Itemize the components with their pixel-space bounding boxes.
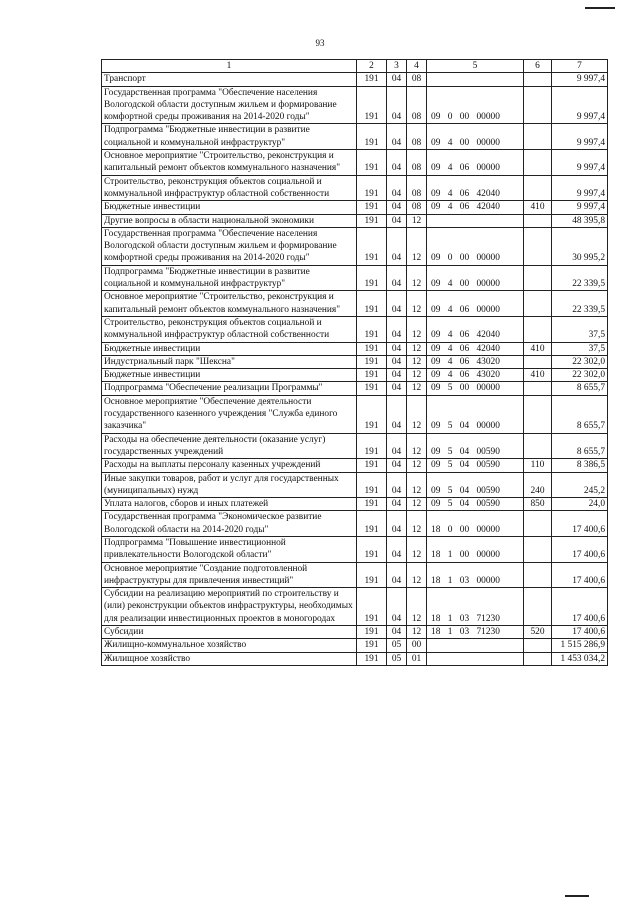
cell-expense-type [524,291,552,317]
table-row [102,562,608,588]
table-row [102,355,608,368]
cell-expense-type [524,511,552,537]
row-name: Подпрограмма "Повышение инвестиционной привлекательности Вологодской области" [102,536,357,562]
cell-admin-code: 191 [357,472,387,498]
cell-target-article: 09 5 00 00000 [427,382,524,395]
row-name: Основное мероприятие "Создание подготовленной инфраструктуры для привлечения инвестиций" [102,562,357,588]
cell-subsection: 12 [407,265,427,291]
table-row [102,498,608,511]
cell-admin-code: 191 [357,498,387,511]
budget-table [101,59,608,666]
row-name: Жилищно-коммунальное хозяйство [102,639,357,652]
row-name: Государственная программа "Обеспечение населения Вологодской области доступным жильем и формирование комфортной среды проживания на 2014-2020 годы" [102,86,357,124]
row-name: Основное мероприятие "Обеспечение деятельности государственного казенного учреждения "Служба единого заказчика" [102,395,357,433]
cell-target-article: 09 4 06 43020 [427,369,524,382]
cell-target-article: 09 4 00 00000 [427,124,524,150]
table-row [102,175,608,201]
cell-target-article: 09 4 06 43020 [427,355,524,368]
cell-section: 04 [387,433,407,459]
cell-section: 04 [387,150,407,176]
cell-target-article [427,652,524,665]
cell-admin-code: 191 [357,227,387,265]
cell-admin-code: 191 [357,73,387,86]
cell-amount: 17 400,6 [552,626,608,639]
cell-amount: 8 655,7 [552,395,608,433]
table-row [102,265,608,291]
cell-section: 04 [387,291,407,317]
cell-subsection: 12 [407,536,427,562]
table-row [102,150,608,176]
cell-expense-type [524,214,552,227]
table-row [102,124,608,150]
cell-target-article: 18 1 03 71230 [427,588,524,626]
cell-admin-code: 191 [357,626,387,639]
table-row [102,369,608,382]
cell-expense-type [524,652,552,665]
cell-amount: 8 655,7 [552,433,608,459]
cell-amount: 22 339,5 [552,291,608,317]
table-row [102,201,608,214]
cell-expense-type: 110 [524,459,552,472]
row-name: Индустриальный парк "Шексна" [102,355,357,368]
cell-admin-code: 191 [357,639,387,652]
cell-section: 04 [387,214,407,227]
column-header: 1 [102,60,357,73]
cell-amount: 8 386,5 [552,459,608,472]
row-name: Бюджетные инвестиции [102,201,357,214]
row-name: Бюджетные инвестиции [102,369,357,382]
cell-admin-code: 191 [357,433,387,459]
cell-admin-code: 191 [357,124,387,150]
cell-admin-code: 191 [357,291,387,317]
cell-admin-code: 191 [357,265,387,291]
table-row [102,227,608,265]
cell-expense-type [524,175,552,201]
cell-expense-type [524,382,552,395]
table-row [102,342,608,355]
cell-admin-code: 191 [357,86,387,124]
cell-amount: 17 400,6 [552,511,608,537]
row-name: Транспорт [102,73,357,86]
cell-subsection: 12 [407,291,427,317]
cell-admin-code: 191 [357,369,387,382]
table-row [102,639,608,652]
row-name: Строительство, реконструкция объектов социальной и коммунальной инфраструктур областной собственности [102,316,357,342]
cell-expense-type [524,265,552,291]
table-row [102,459,608,472]
cell-amount: 9 997,4 [552,86,608,124]
cell-expense-type: 410 [524,342,552,355]
cell-expense-type [524,73,552,86]
cell-amount: 22 339,5 [552,265,608,291]
cell-admin-code: 191 [357,316,387,342]
table-row [102,652,608,665]
cell-subsection: 12 [407,472,427,498]
cell-subsection: 12 [407,626,427,639]
cell-admin-code: 191 [357,355,387,368]
cell-section: 04 [387,562,407,588]
row-name: Подпрограмма "Бюджетные инвестиции в развитие социальной и коммунальной инфраструктур" [102,124,357,150]
cell-amount: 1 515 286,9 [552,639,608,652]
cell-expense-type [524,562,552,588]
cell-expense-type [524,395,552,433]
row-name: Субсидии на реализацию мероприятий по строительству и (или) реконструкции объектов инфраструктуры, необходимых для реализации инвестиционных проектов в моногородах [102,588,357,626]
cell-amount: 24,0 [552,498,608,511]
cell-subsection: 12 [407,459,427,472]
cell-target-article: 09 0 00 00000 [427,227,524,265]
cell-amount: 9 997,4 [552,175,608,201]
cell-subsection: 08 [407,175,427,201]
row-name: Бюджетные инвестиции [102,342,357,355]
budget-table-body [102,60,608,666]
table-row [102,291,608,317]
row-name: Расходы на обеспечение деятельности (оказание услуг) государственных учреждений [102,433,357,459]
cell-section: 05 [387,639,407,652]
cell-target-article [427,639,524,652]
table-row [102,382,608,395]
table-row [102,588,608,626]
cell-amount: 22 302,0 [552,369,608,382]
cell-amount: 17 400,6 [552,536,608,562]
row-name: Основное мероприятие "Строительство, реконструкция и капитальный ремонт объектов коммунального назначения" [102,150,357,176]
cell-admin-code: 191 [357,652,387,665]
cell-admin-code: 191 [357,201,387,214]
cell-expense-type [524,227,552,265]
cell-subsection: 12 [407,355,427,368]
cell-subsection: 12 [407,227,427,265]
cell-amount: 9 997,4 [552,201,608,214]
cell-subsection: 12 [407,395,427,433]
cell-subsection: 12 [407,214,427,227]
cell-target-article: 09 5 04 00590 [427,459,524,472]
table-row [102,316,608,342]
cell-section: 04 [387,459,407,472]
cell-amount: 22 302,0 [552,355,608,368]
table-row [102,73,608,86]
cell-section: 04 [387,536,407,562]
cell-section: 05 [387,652,407,665]
cell-amount: 48 395,8 [552,214,608,227]
scan-mark-bottom [565,895,589,897]
cell-expense-type: 410 [524,369,552,382]
cell-expense-type [524,536,552,562]
cell-subsection: 08 [407,124,427,150]
cell-section: 04 [387,511,407,537]
column-header: 2 [357,60,387,73]
cell-target-article: 18 1 03 00000 [427,562,524,588]
cell-target-article [427,214,524,227]
column-header: 5 [427,60,524,73]
cell-target-article: 09 4 06 42040 [427,342,524,355]
cell-amount: 8 655,7 [552,382,608,395]
cell-admin-code: 191 [357,562,387,588]
cell-subsection: 12 [407,588,427,626]
cell-expense-type [524,433,552,459]
cell-amount: 9 997,4 [552,124,608,150]
cell-admin-code: 191 [357,382,387,395]
cell-subsection: 12 [407,498,427,511]
cell-subsection: 12 [407,562,427,588]
table-header-row [102,60,608,73]
cell-target-article: 09 4 06 42040 [427,175,524,201]
cell-expense-type: 240 [524,472,552,498]
cell-target-article: 09 4 00 00000 [427,265,524,291]
cell-target-article: 09 5 04 00590 [427,433,524,459]
column-header: 4 [407,60,427,73]
cell-section: 04 [387,175,407,201]
cell-admin-code: 191 [357,150,387,176]
cell-expense-type [524,588,552,626]
cell-amount: 1 453 034,2 [552,652,608,665]
row-name: Подпрограмма "Обеспечение реализации Программы" [102,382,357,395]
cell-subsection: 00 [407,639,427,652]
cell-admin-code: 191 [357,214,387,227]
cell-section: 04 [387,342,407,355]
cell-section: 04 [387,86,407,124]
cell-subsection: 08 [407,150,427,176]
cell-admin-code: 191 [357,459,387,472]
cell-expense-type: 410 [524,201,552,214]
cell-admin-code: 191 [357,395,387,433]
column-header: 3 [387,60,407,73]
cell-target-article: 09 4 06 42040 [427,316,524,342]
cell-section: 04 [387,472,407,498]
cell-section: 04 [387,73,407,86]
cell-expense-type [524,316,552,342]
row-name: Другие вопросы в области национальной экономики [102,214,357,227]
cell-section: 04 [387,227,407,265]
cell-target-article: 18 1 03 71230 [427,626,524,639]
cell-target-article: 18 0 00 00000 [427,511,524,537]
cell-section: 04 [387,626,407,639]
cell-expense-type [524,86,552,124]
cell-subsection: 12 [407,511,427,537]
table-row [102,214,608,227]
cell-section: 04 [387,369,407,382]
row-name: Субсидии [102,626,357,639]
cell-target-article: 09 5 04 00000 [427,395,524,433]
cell-admin-code: 191 [357,511,387,537]
cell-target-article: 09 5 04 00590 [427,472,524,498]
cell-expense-type [524,355,552,368]
cell-amount: 37,5 [552,342,608,355]
scan-mark-top [585,7,615,9]
cell-amount: 17 400,6 [552,588,608,626]
row-name: Уплата налогов, сборов и иных платежей [102,498,357,511]
cell-section: 04 [387,588,407,626]
cell-subsection: 12 [407,316,427,342]
row-name: Основное мероприятие "Строительство, реконструкция и капитальный ремонт объектов коммунального назначения" [102,291,357,317]
cell-expense-type: 850 [524,498,552,511]
table-row [102,626,608,639]
cell-amount: 9 997,4 [552,150,608,176]
cell-section: 04 [387,265,407,291]
cell-admin-code: 191 [357,342,387,355]
cell-section: 04 [387,395,407,433]
cell-target-article: 09 5 04 00590 [427,498,524,511]
row-name: Государственная программа "Обеспечение населения Вологодской области доступным жильем и формирование комфортной среды проживания на 2014-2020 годы" [102,227,357,265]
cell-target-article: 09 4 06 42040 [427,201,524,214]
table-row [102,433,608,459]
cell-target-article: 18 1 00 00000 [427,536,524,562]
cell-subsection: 12 [407,342,427,355]
row-name: Государственная программа "Экономическое развитие Вологодской области на 2014-2020 годы" [102,511,357,537]
table-row [102,511,608,537]
row-name: Иные закупки товаров, работ и услуг для государственных (муниципальных) нужд [102,472,357,498]
cell-subsection: 01 [407,652,427,665]
cell-section: 04 [387,316,407,342]
cell-amount: 9 997,4 [552,73,608,86]
cell-section: 04 [387,124,407,150]
cell-target-article [427,73,524,86]
cell-subsection: 08 [407,201,427,214]
cell-target-article: 09 4 06 00000 [427,291,524,317]
cell-subsection: 08 [407,73,427,86]
cell-admin-code: 191 [357,536,387,562]
cell-amount: 245,2 [552,472,608,498]
cell-subsection: 12 [407,433,427,459]
row-name: Жилищное хозяйство [102,652,357,665]
table-row [102,536,608,562]
cell-section: 04 [387,355,407,368]
row-name: Расходы на выплаты персоналу казенных учреждений [102,459,357,472]
cell-admin-code: 191 [357,175,387,201]
cell-target-article: 09 0 00 00000 [427,86,524,124]
cell-subsection: 08 [407,86,427,124]
cell-expense-type [524,639,552,652]
cell-amount: 17 400,6 [552,562,608,588]
cell-target-article: 09 4 06 00000 [427,150,524,176]
cell-expense-type: 520 [524,626,552,639]
cell-section: 04 [387,498,407,511]
cell-expense-type [524,124,552,150]
table-row [102,86,608,124]
cell-subsection: 12 [407,369,427,382]
page-number: 93 [315,38,325,48]
cell-expense-type [524,150,552,176]
table-row [102,472,608,498]
column-header: 6 [524,60,552,73]
cell-section: 04 [387,382,407,395]
table-row [102,395,608,433]
cell-amount: 37,5 [552,316,608,342]
cell-subsection: 12 [407,382,427,395]
row-name: Подпрограмма "Бюджетные инвестиции в развитие социальной и коммунальной инфраструктур" [102,265,357,291]
cell-section: 04 [387,201,407,214]
column-header: 7 [552,60,608,73]
cell-admin-code: 191 [357,588,387,626]
cell-amount: 30 995,2 [552,227,608,265]
row-name: Строительство, реконструкция объектов социальной и коммунальной инфраструктур областной собственности [102,175,357,201]
